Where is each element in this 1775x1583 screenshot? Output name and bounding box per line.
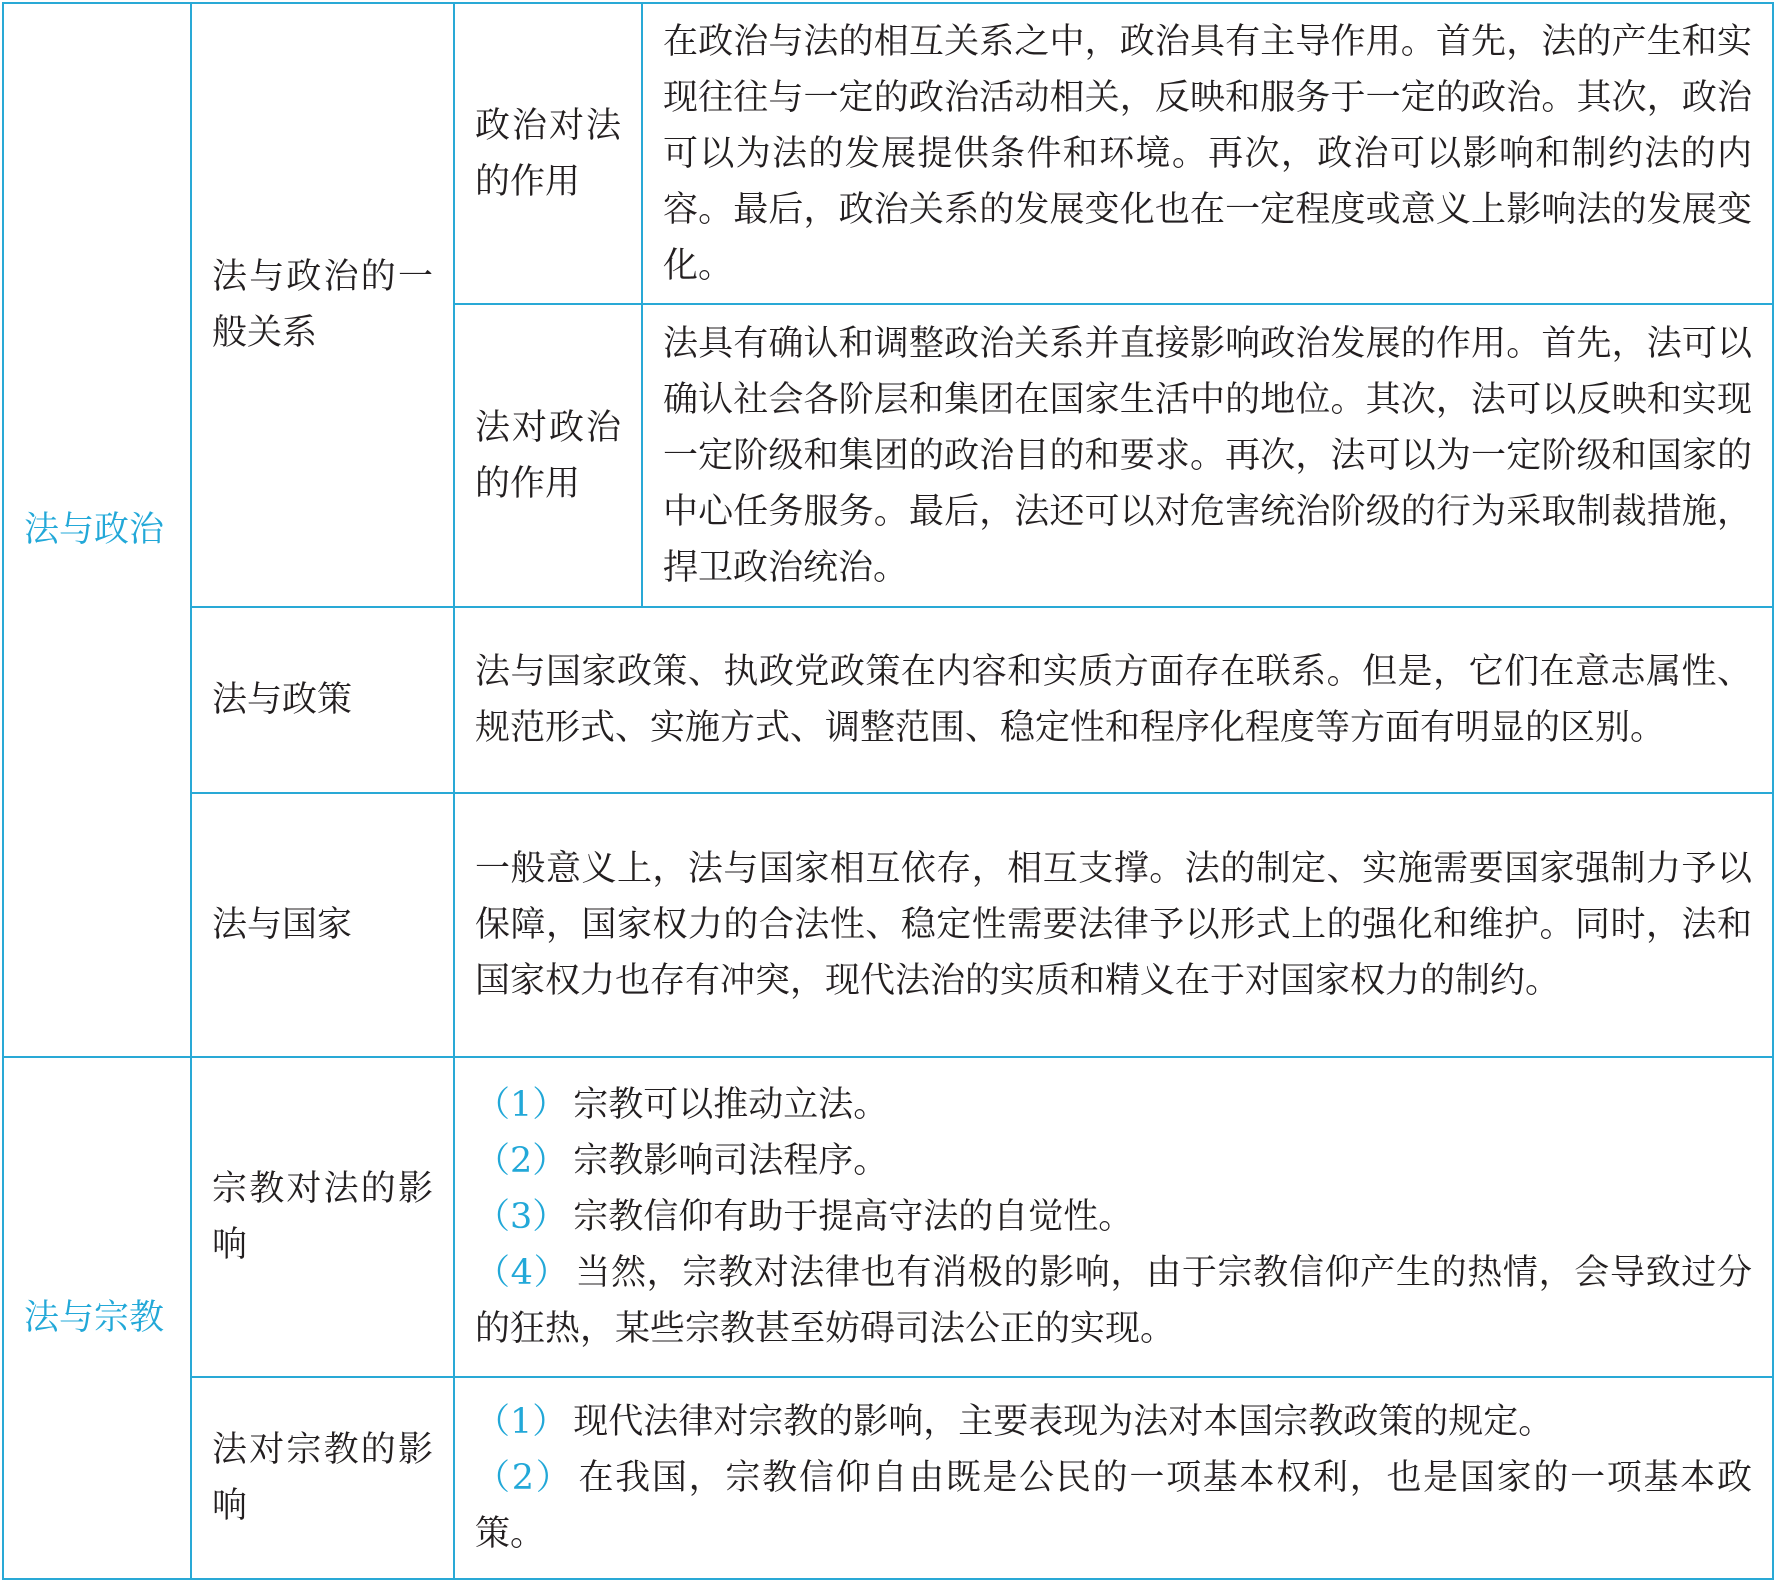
item-number: （2） [475,1458,573,1498]
content-text: 法具有确认和调整政治关系并直接影响政治发展的作用。首先，法可以确认社会各阶层和集团在国家生活中的地位。其次，法可以反映和实现一定阶级和集团的政治目的和要求。再次，法可以为一定阶级和国家的中心任务服务。最后，法还可以对危害统治阶级的行为采取制裁措施，捍卫政治统治。 [663,323,1752,588]
item-number: （3） [475,1197,568,1237]
item-text: 当然，宗教对法律也有消极的影响，由于宗教信仰产生的热情，会导致过分的狂热，某些宗教甚至妨碍司法公正的实现。 [475,1253,1752,1349]
subsubtopic-label: 法对政治的作用 [475,407,621,504]
table-row [3,3,1773,304]
content-cell-state [454,793,1773,1057]
item-text: 宗教信仰有助于提高守法的自觉性。 [573,1197,1134,1237]
content-cell-law-on-religion [454,1377,1773,1579]
table-row [3,1057,1773,1377]
subtopic-label: 法与政治的一般关系 [212,257,433,353]
subtopic-cell-law-on-religion [191,1377,454,1579]
content-cell-politics-on-law [642,3,1773,304]
list-item [475,1245,1752,1357]
item-number: （4） [475,1253,570,1293]
item-number: （2） [475,1141,568,1181]
topic-label: 法与宗教 [24,1298,165,1338]
subtopic-cell-policy [191,607,454,793]
subtopic-label: 法对宗教的影响 [212,1430,433,1526]
subtopic-label: 法与国家 [212,905,353,945]
topic-cell-religion [3,1057,191,1579]
list-item [475,1133,1752,1189]
content-text: 在政治与法的相互关系之中，政治具有主导作用。首先，法的产生和实现往往与一定的政治活动相关，反映和服务于一定的政治。其次，政治可以为法的发展提供条件和环境。再次，政治可以影响和制约法的内容。最后，政治关系的发展变化也在一定程度或意义上影响法的发展变化。 [663,21,1752,286]
subtopic-label: 宗教对法的影响 [212,1169,433,1265]
list-item [475,1394,1752,1450]
table-row [3,793,1773,1057]
subtopic-label: 法与政策 [212,680,353,720]
item-text: 宗教可以推动立法。 [573,1085,889,1125]
table-row [3,607,1773,793]
item-text: 宗教影响司法程序。 [573,1141,889,1181]
list-item [475,1450,1752,1562]
content-cell-law-on-politics [642,304,1773,607]
topic-cell-politics [3,3,191,1057]
subsubtopic-cell-politics-on-law [454,3,642,304]
subtopic-cell-religion-on-law [191,1057,454,1377]
item-text: 在我国，宗教信仰自由既是公民的一项基本权利，也是国家的一项基本政策。 [475,1458,1752,1554]
table-row [3,1377,1773,1579]
item-number: （1） [475,1402,568,1442]
content-cell-religion-on-law [454,1057,1773,1377]
content-text: 法与国家政策、执政党政策在内容和实质方面存在联系。但是，它们在意志属性、规范形式、实施方式、调整范围、稳定性和程序化程度等方面有明显的区别。 [475,652,1752,748]
subtopic-cell-general-relation [191,3,454,607]
topic-label: 法与政治 [24,510,165,550]
list-item [475,1077,1752,1133]
subtopic-cell-state [191,793,454,1057]
knowledge-table [2,2,1774,1580]
content-cell-policy [454,607,1773,793]
item-text: 现代法律对宗教的影响，主要表现为法对本国宗教政策的规定。 [573,1402,1554,1442]
subsubtopic-label: 政治对法的作用 [475,105,621,202]
list-item [475,1189,1752,1245]
subsubtopic-cell-law-on-politics [454,304,642,607]
content-text: 一般意义上，法与国家相互依存，相互支撑。法的制定、实施需要国家强制力予以保障，国家权力的合法性、稳定性需要法律予以形式上的强化和维护。同时，法和国家权力也存有冲突，现代法治的实质和精义在于对国家权力的制约。 [475,849,1752,1001]
item-number: （1） [475,1085,568,1125]
